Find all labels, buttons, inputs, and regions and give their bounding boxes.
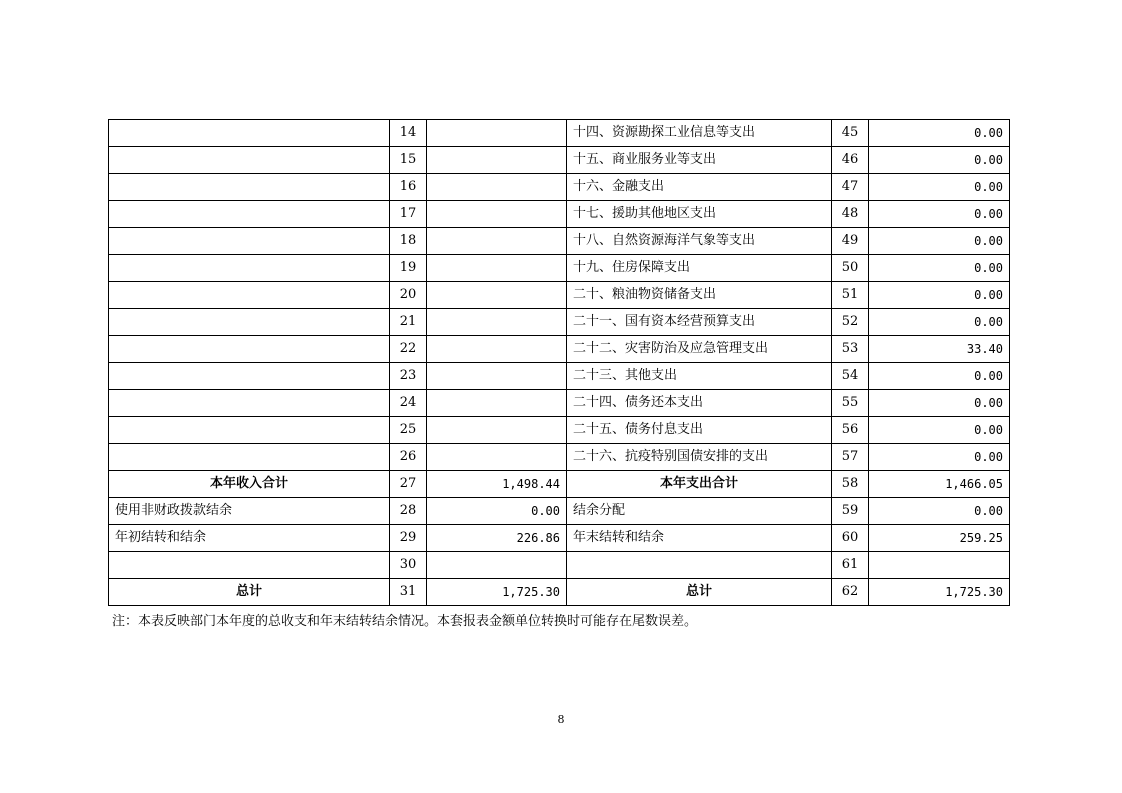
expense-item-cell: 二十五、债务付息支出 bbox=[567, 417, 832, 444]
table-row bbox=[109, 390, 1010, 417]
income-amount-cell bbox=[427, 120, 567, 147]
income-line-no: 20 bbox=[390, 282, 427, 309]
income-item-cell bbox=[109, 120, 390, 147]
expense-amount-cell: 33.40 bbox=[869, 336, 1010, 363]
expense-item-cell: 二十三、其他支出 bbox=[567, 363, 832, 390]
income-line-no: 17 bbox=[390, 201, 427, 228]
expense-amount-cell: 0.00 bbox=[869, 390, 1010, 417]
income-line-no: 29 bbox=[390, 525, 427, 552]
income-item-cell bbox=[109, 552, 390, 579]
expense-line-no: 59 bbox=[832, 498, 869, 525]
grand-expense-total-label: 总计 bbox=[567, 579, 832, 606]
income-amount-cell bbox=[427, 282, 567, 309]
income-line-no: 27 bbox=[390, 471, 427, 498]
expense-line-no: 57 bbox=[832, 444, 869, 471]
expense-line-no: 52 bbox=[832, 309, 869, 336]
table-row bbox=[109, 336, 1010, 363]
income-line-no: 15 bbox=[390, 147, 427, 174]
table-row bbox=[109, 147, 1010, 174]
expense-line-no: 62 bbox=[832, 579, 869, 606]
income-item-cell bbox=[109, 147, 390, 174]
income-item-cell bbox=[109, 201, 390, 228]
expense-line-no: 55 bbox=[832, 390, 869, 417]
expense-item-cell: 二十四、债务还本支出 bbox=[567, 390, 832, 417]
income-amount-cell bbox=[427, 390, 567, 417]
table-row bbox=[109, 498, 1010, 525]
table-row bbox=[109, 552, 1010, 579]
expense-amount-cell: 0.00 bbox=[869, 444, 1010, 471]
grand-total-row bbox=[109, 579, 1010, 606]
expense-amount-cell: 0.00 bbox=[869, 282, 1010, 309]
table-row bbox=[109, 120, 1010, 147]
income-amount-cell bbox=[427, 228, 567, 255]
income-item-cell bbox=[109, 390, 390, 417]
expense-amount-cell: 0.00 bbox=[869, 228, 1010, 255]
expense-amount-cell: 259.25 bbox=[869, 525, 1010, 552]
annual-expense-total-amount: 1,466.05 bbox=[869, 471, 1010, 498]
table-row bbox=[109, 282, 1010, 309]
page-number: 8 bbox=[557, 713, 565, 726]
annual-expense-total-label: 本年支出合计 bbox=[567, 471, 832, 498]
income-item-cell bbox=[109, 174, 390, 201]
expense-item-cell: 结余分配 bbox=[567, 498, 832, 525]
table-row bbox=[109, 228, 1010, 255]
budget-table bbox=[108, 119, 1010, 606]
expense-line-no: 61 bbox=[832, 552, 869, 579]
table-footnote: 注：本表反映部门本年度的总收支和年末结转结余情况。本套报表金额单位转换时可能存在尾数误差。 bbox=[112, 614, 698, 629]
income-line-no: 14 bbox=[390, 120, 427, 147]
expense-item-cell: 十五、商业服务业等支出 bbox=[567, 147, 832, 174]
expense-line-no: 50 bbox=[832, 255, 869, 282]
expense-line-no: 46 bbox=[832, 147, 869, 174]
expense-line-no: 48 bbox=[832, 201, 869, 228]
income-item-cell bbox=[109, 444, 390, 471]
annual-income-total-label: 本年收入合计 bbox=[109, 471, 390, 498]
income-item-cell bbox=[109, 228, 390, 255]
expense-amount-cell: 0.00 bbox=[869, 255, 1010, 282]
expense-line-no: 49 bbox=[832, 228, 869, 255]
income-line-no: 22 bbox=[390, 336, 427, 363]
table-row bbox=[109, 444, 1010, 471]
expense-line-no: 53 bbox=[832, 336, 869, 363]
expense-line-no: 45 bbox=[832, 120, 869, 147]
income-amount-cell: 0.00 bbox=[427, 498, 567, 525]
expense-amount-cell bbox=[869, 552, 1010, 579]
income-line-no: 25 bbox=[390, 417, 427, 444]
annual-total-row bbox=[109, 471, 1010, 498]
table-row bbox=[109, 174, 1010, 201]
expense-item-cell: 二十二、灾害防治及应急管理支出 bbox=[567, 336, 832, 363]
income-amount-cell bbox=[427, 552, 567, 579]
table-row bbox=[109, 255, 1010, 282]
expense-item-cell: 十八、自然资源海洋气象等支出 bbox=[567, 228, 832, 255]
income-line-no: 23 bbox=[390, 363, 427, 390]
income-line-no: 18 bbox=[390, 228, 427, 255]
table-row bbox=[109, 309, 1010, 336]
expense-line-no: 47 bbox=[832, 174, 869, 201]
expense-amount-cell: 0.00 bbox=[869, 417, 1010, 444]
income-line-no: 30 bbox=[390, 552, 427, 579]
expense-amount-cell: 0.00 bbox=[869, 147, 1010, 174]
income-amount-cell bbox=[427, 174, 567, 201]
grand-income-total-amount: 1,725.30 bbox=[427, 579, 567, 606]
grand-expense-total-amount: 1,725.30 bbox=[869, 579, 1010, 606]
expense-item-cell: 十七、援助其他地区支出 bbox=[567, 201, 832, 228]
income-item-cell bbox=[109, 255, 390, 282]
income-item-cell: 使用非财政拨款结余 bbox=[109, 498, 390, 525]
income-amount-cell bbox=[427, 363, 567, 390]
expense-amount-cell: 0.00 bbox=[869, 363, 1010, 390]
income-line-no: 31 bbox=[390, 579, 427, 606]
income-amount-cell bbox=[427, 444, 567, 471]
expense-amount-cell: 0.00 bbox=[869, 174, 1010, 201]
expense-item-cell: 年末结转和结余 bbox=[567, 525, 832, 552]
expense-item-cell: 二十一、国有资本经营预算支出 bbox=[567, 309, 832, 336]
income-amount-cell bbox=[427, 309, 567, 336]
grand-income-total-label: 总计 bbox=[109, 579, 390, 606]
expense-amount-cell: 0.00 bbox=[869, 309, 1010, 336]
income-line-no: 21 bbox=[390, 309, 427, 336]
income-amount-cell bbox=[427, 417, 567, 444]
income-amount-cell bbox=[427, 336, 567, 363]
expense-item-cell bbox=[567, 552, 832, 579]
expense-item-cell: 十九、住房保障支出 bbox=[567, 255, 832, 282]
expense-amount-cell: 0.00 bbox=[869, 498, 1010, 525]
expense-item-cell: 十六、金融支出 bbox=[567, 174, 832, 201]
income-line-no: 24 bbox=[390, 390, 427, 417]
income-amount-cell: 226.86 bbox=[427, 525, 567, 552]
income-item-cell bbox=[109, 363, 390, 390]
table-row bbox=[109, 201, 1010, 228]
income-item-cell bbox=[109, 309, 390, 336]
income-amount-cell bbox=[427, 201, 567, 228]
income-line-no: 16 bbox=[390, 174, 427, 201]
income-amount-cell bbox=[427, 147, 567, 174]
expense-item-cell: 十四、资源勘探工业信息等支出 bbox=[567, 120, 832, 147]
expense-line-no: 56 bbox=[832, 417, 869, 444]
income-item-cell bbox=[109, 417, 390, 444]
expense-line-no: 60 bbox=[832, 525, 869, 552]
income-line-no: 26 bbox=[390, 444, 427, 471]
table-row bbox=[109, 363, 1010, 390]
income-amount-cell bbox=[427, 255, 567, 282]
table-body bbox=[109, 120, 1010, 606]
table-row bbox=[109, 417, 1010, 444]
expense-line-no: 58 bbox=[832, 471, 869, 498]
income-item-cell bbox=[109, 282, 390, 309]
expense-line-no: 54 bbox=[832, 363, 869, 390]
expense-amount-cell: 0.00 bbox=[869, 120, 1010, 147]
expense-item-cell: 二十六、抗疫特别国债安排的支出 bbox=[567, 444, 832, 471]
income-item-cell bbox=[109, 336, 390, 363]
expense-item-cell: 二十、粮油物资储备支出 bbox=[567, 282, 832, 309]
income-item-cell: 年初结转和结余 bbox=[109, 525, 390, 552]
annual-income-total-amount: 1,498.44 bbox=[427, 471, 567, 498]
expense-line-no: 51 bbox=[832, 282, 869, 309]
expense-amount-cell: 0.00 bbox=[869, 201, 1010, 228]
table-row bbox=[109, 525, 1010, 552]
income-line-no: 28 bbox=[390, 498, 427, 525]
income-line-no: 19 bbox=[390, 255, 427, 282]
